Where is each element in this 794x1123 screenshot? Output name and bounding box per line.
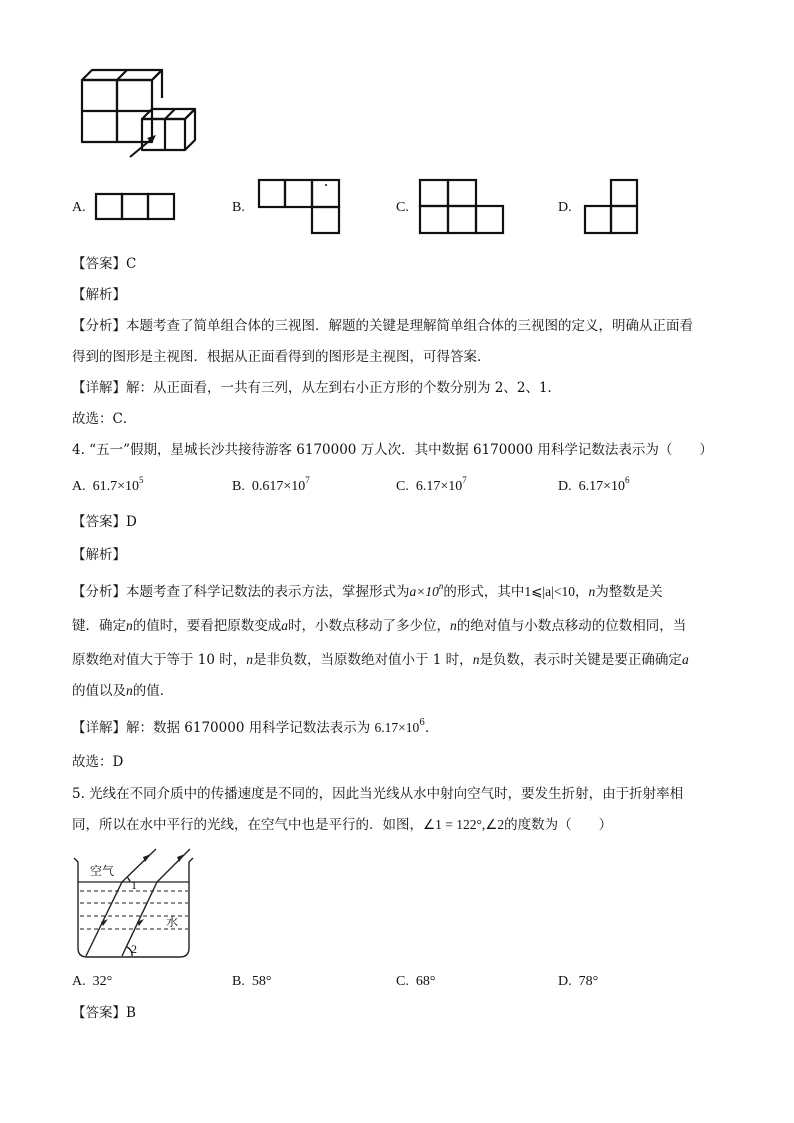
- formula-exponent: n: [438, 581, 444, 591]
- fenxi-text: 为整数是关: [595, 584, 663, 600]
- fenxi-text: 是非负数，当原数绝对值小于 1 时，: [253, 652, 473, 668]
- q5-option-d: [558, 974, 598, 990]
- option-exponent: 7: [462, 475, 467, 485]
- fenxi-text: ，: [574, 584, 589, 600]
- option-exponent: 5: [139, 475, 144, 485]
- fenxi-tag: 【分析】: [72, 584, 126, 600]
- q3-choose: 故选：C．: [72, 411, 137, 427]
- q5-question-line1: 5. 光线在不同介质中的传播速度是不同的，因此当光线从水中射向空气时，要发生折射，由于折射率相: [72, 786, 684, 802]
- q3-option-a-label: A.: [72, 200, 86, 215]
- q3-option-d-label: D.: [558, 200, 572, 215]
- option-value: 68°: [415, 974, 436, 989]
- answer-tag: 【答案】: [72, 1005, 126, 1021]
- q5-label-air: 空气: [90, 864, 115, 878]
- q3-analysis-heading: 【解析】: [72, 287, 126, 303]
- variable-a: a: [281, 618, 288, 633]
- option-label: A.: [72, 479, 86, 494]
- formula-base: a×10: [409, 584, 439, 599]
- detail-tag: 【详解】: [72, 380, 126, 396]
- variable-n: n: [126, 683, 133, 698]
- detail-text: ．: [425, 720, 439, 736]
- option-label: C.: [396, 974, 409, 989]
- fenxi-text: 是负数，表示时关键是要正确确定: [479, 652, 682, 668]
- fenxi-text: 的绝对值与小数点移动的位数相同，当: [456, 618, 687, 634]
- variable-n: n: [246, 652, 254, 667]
- option-exponent: 7: [305, 475, 310, 485]
- question-text: 的度数为（ ）: [504, 817, 613, 833]
- detail-text: 解：从正面看，一共有三列，从左到右小正方形的个数分别为 2、2、1．: [126, 380, 562, 396]
- q3-option-b-label: B.: [232, 200, 245, 215]
- option-label: A.: [72, 974, 86, 989]
- q5-option-b: [232, 974, 271, 990]
- fenxi-text: 的形式，其中: [443, 584, 525, 600]
- option-mantissa: 6.17×10: [415, 479, 463, 494]
- q5-label-water: 水: [166, 915, 179, 929]
- option-value: 32°: [92, 974, 113, 989]
- q4-choose: 故选：D: [72, 754, 124, 770]
- q5-answer: [72, 1003, 136, 1023]
- fenxi-text: 的值．: [132, 683, 174, 699]
- fenxi-text: 的值以及: [72, 683, 126, 699]
- variable-n: n: [472, 652, 480, 667]
- q5-option-c: [396, 974, 435, 990]
- variable-n: n: [126, 618, 133, 633]
- q3-fenxi-line2: 得到的图形是主视图．根据从正面看得到的图形是主视图，可得答案．: [72, 349, 491, 365]
- option-label: D.: [558, 974, 572, 989]
- q4-analysis-heading: 【解析】: [72, 547, 126, 563]
- option-exponent: 6: [625, 475, 630, 485]
- option-mantissa: 0.617×10: [251, 479, 306, 494]
- option-mantissa: 61.7×10: [92, 479, 140, 494]
- option-label: C.: [396, 479, 409, 494]
- fenxi-text: 键．确定: [72, 618, 126, 634]
- angle-expression: ∠1 = 122°,∠2: [423, 817, 505, 832]
- q5-label-angle2: 2: [131, 942, 137, 956]
- detail-mantissa: 6.17×10: [374, 720, 420, 735]
- detail-exponent: 6: [419, 718, 425, 728]
- fenxi-text: 的值时，要看把原数变成: [132, 618, 282, 634]
- option-label: B.: [232, 974, 245, 989]
- q4-question: 4. “五一”假期，星城长沙共接待游客 6170000 万人次．其中数据 6170000 用科学记数法表示为（ ）: [72, 442, 713, 458]
- answer-value: D: [126, 514, 137, 530]
- option-label: D.: [558, 479, 572, 494]
- variable-n: n: [450, 618, 457, 633]
- q5-option-a: [72, 974, 112, 990]
- answer-tag: 【答案】: [72, 256, 126, 272]
- question-text: 同，所以在水中平行的光线，在空气中也是平行的．如图，: [72, 817, 423, 833]
- fenxi-tag: 【分析】: [72, 318, 126, 334]
- answer-value: B: [126, 1005, 136, 1021]
- q5-label-angle1: 1: [131, 878, 137, 892]
- detail-text: 解：数据 6170000 用科学记数法表示为: [126, 720, 371, 736]
- option-value: 58°: [251, 974, 272, 989]
- formula-condition: 1⩽|a|<10: [524, 584, 575, 599]
- fenxi-text: 原数绝对值大于等于 10 时，: [72, 652, 247, 668]
- answer-value: C: [126, 256, 137, 272]
- fenxi-text: 时，小数点移动了多少位，: [288, 618, 450, 634]
- variable-a: a: [681, 652, 689, 667]
- detail-tag: 【详解】: [72, 720, 126, 736]
- fenxi-text: 本题考查了科学记数法的表示方法，掌握形式为: [126, 584, 410, 600]
- q3-option-c-label: C.: [396, 200, 409, 215]
- option-value: 78°: [578, 974, 599, 989]
- variable-n: n: [588, 584, 596, 599]
- option-label: B.: [232, 479, 245, 494]
- answer-tag: 【答案】: [72, 514, 126, 530]
- option-mantissa: 6.17×10: [578, 479, 626, 494]
- fenxi-text: 本题考查了简单组合体的三视图．解题的关键是理解简单组合体的三视图的定义，明确从正面看: [126, 318, 693, 334]
